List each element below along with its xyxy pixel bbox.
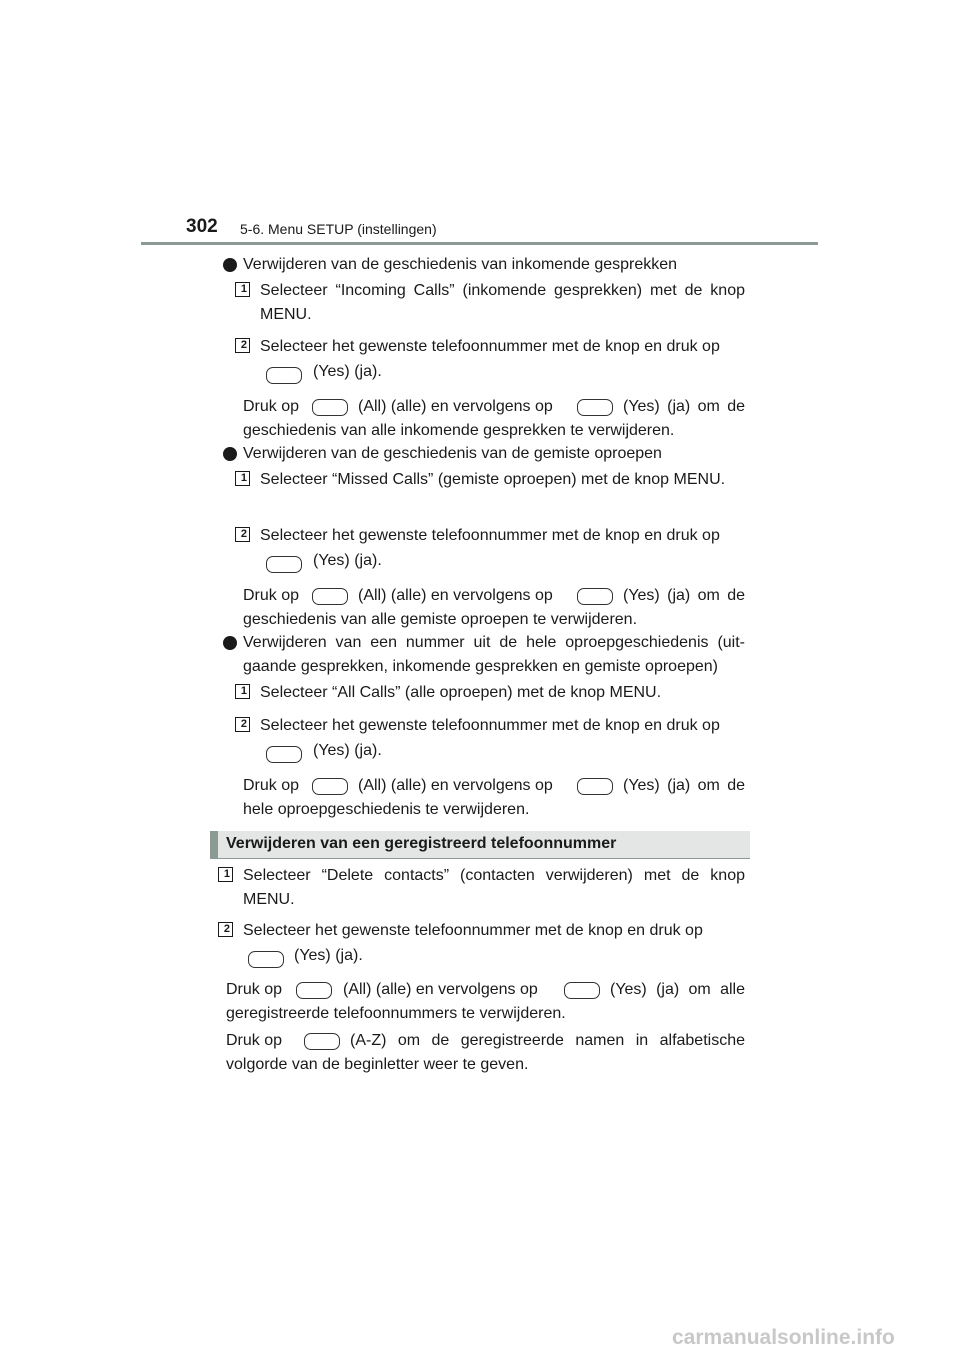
note-end: geschiedenis van alle gemiste oproepen te verwijderen. [243,611,638,628]
page-number: 302 [186,216,218,237]
yes-label: (Yes) (ja). [294,947,363,964]
note-all: (All) (alle) en vervolgens op [343,981,538,998]
note-druk-op: Druk op [226,981,283,998]
step-number-2: 2 [218,922,233,937]
note-yes: (Yes) (ja) om de [623,587,745,604]
step-text: Selecteer het gewenste telefoonnummer met de knop en druk op [260,527,720,544]
yes-key-icon [248,951,284,968]
yes-key-icon [577,588,613,605]
note-az: (A-Z) om de geregistreerde namen in alfabetische volgorde van de beginletter weer te geven. [226,1032,745,1073]
yes-key-icon [266,746,302,763]
bullet-title: Verwijderen van de geschiedenis van inkomende gesprekken [243,256,678,273]
note-end: geregistreerde telefoonnummers te verwijderen. [226,1005,566,1022]
yes-label: (Yes) (ja). [313,363,382,380]
note-yes: (Yes) (ja) om de [623,777,745,794]
bullet-icon [223,258,237,272]
all-key-icon [312,778,348,795]
section-header-stripe [210,831,218,859]
section-header-rule [210,858,750,859]
yes-label: (Yes) (ja). [313,552,382,569]
bullet-icon [223,636,237,650]
all-key-icon [312,588,348,605]
yes-key-icon [266,367,302,384]
note-end: hele oproepgeschiedenis te verwijderen. [243,801,530,818]
footer-watermark: carmanualsonline.info [672,1326,895,1349]
bullet-title: Verwijderen van een nummer uit de hele oproepgeschiedenis (uit-gaande gesprekken, inkomende gesprekken en gemiste oproepen) [243,634,745,675]
step-number-2: 2 [235,717,250,732]
step-text: Selecteer het gewenste telefoonnummer met de knop en druk op [243,922,703,939]
step-number-1: 1 [235,282,250,297]
yes-key-icon [577,778,613,795]
note-yes: (Yes) (ja) om alle [610,981,745,998]
note-druk-op: Druk op [243,587,300,604]
all-key-icon [312,399,348,416]
note-druk-op: Druk op [226,1032,283,1049]
chapter-title: 5-6. Menu SETUP (instellingen) [240,221,437,237]
step-text: Selecteer “Missed Calls” (gemiste oproepen) met de knop MENU. [260,471,726,488]
section-title: Verwijderen van een geregistreerd telefoonnummer [226,835,617,852]
step-number-1: 1 [235,684,250,699]
yes-label: (Yes) (ja). [313,742,382,759]
step-number-2: 2 [235,338,250,353]
note-all: (All) (alle) en vervolgens op [358,587,553,604]
step-number-1: 1 [235,471,250,486]
step-number-1: 1 [218,867,233,882]
note-end: geschiedenis van alle inkomende gesprekken te verwijderen. [243,422,675,439]
note-all: (All) (alle) en vervolgens op [358,398,553,415]
bullet-title: Verwijderen van de geschiedenis van de gemiste oproepen [243,445,662,462]
header-rule [141,242,818,245]
step-text: Selecteer “Incoming Calls” (inkomende gesprekken) met de knop MENU. [260,282,745,323]
yes-key-icon [266,556,302,573]
all-key-icon [296,982,332,999]
step-text: Selecteer het gewenste telefoonnummer met de knop en druk op [260,717,720,734]
step-text: Selecteer “All Calls” (alle oproepen) met de knop MENU. [260,684,662,701]
step-number-2: 2 [235,527,250,542]
note-yes: (Yes) (ja) om de [623,398,745,415]
step-text: Selecteer “Delete contacts” (contacten verwijderen) met de knop MENU. [243,867,745,908]
note-druk-op: Druk op [243,398,300,415]
step-text: Selecteer het gewenste telefoonnummer met de knop en druk op [260,338,720,355]
yes-key-icon [564,982,600,999]
note-all: (All) (alle) en vervolgens op [358,777,553,794]
bullet-icon [223,447,237,461]
note-druk-op: Druk op [243,777,300,794]
yes-key-icon [577,399,613,416]
